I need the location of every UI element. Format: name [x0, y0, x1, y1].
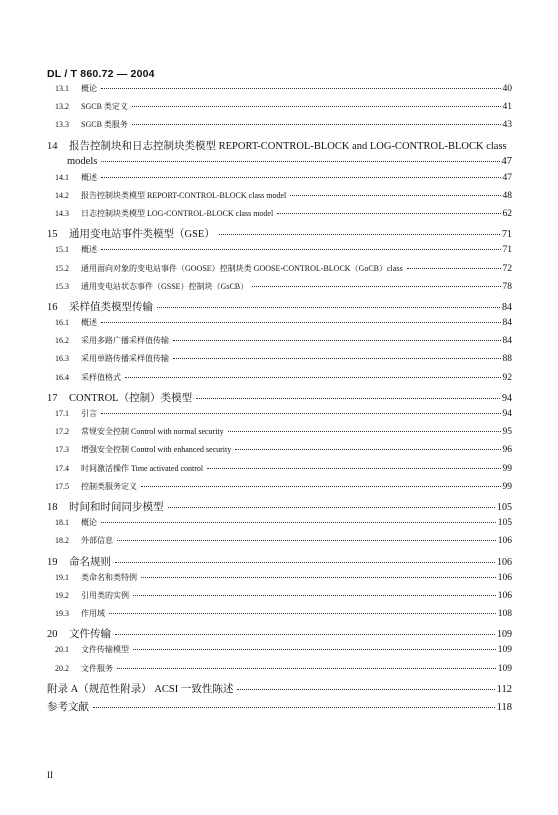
toc-entry-title: 概述 [81, 245, 97, 255]
toc-entry-number: 20.1 [55, 645, 69, 655]
toc-entry-title: 通用变电站事件类模型（GSE） [69, 229, 215, 241]
toc-entry[interactable] [47, 517, 512, 535]
toc-entry-number: 15.2 [55, 263, 69, 273]
toc-entry[interactable] [47, 681, 512, 699]
toc-entry-title: 概述 [81, 172, 97, 182]
toc-entry-title: 文件服务 [81, 663, 113, 673]
toc-entry-number: 18.1 [55, 518, 69, 528]
toc-entry[interactable] [47, 299, 512, 317]
dot-leader [207, 467, 500, 469]
toc-entry-page: 88 [502, 354, 512, 365]
toc-entry-page: 40 [502, 84, 512, 94]
toc-entry-title: 通用面向对象的变电站事件（GOOSE）控制块类 GOOSE-CONTROL-BLOCK（GoCB）class [81, 263, 403, 273]
dot-leader [117, 667, 496, 669]
toc-entry[interactable] [47, 208, 512, 226]
toc-entry-title: 外部信息 [81, 536, 113, 546]
toc-entry-number: 19.3 [55, 609, 69, 619]
toc-entry-page: 105 [497, 501, 512, 513]
toc-entry[interactable] [47, 190, 512, 208]
dot-leader [168, 506, 496, 508]
toc-entry-number: 15.1 [55, 245, 69, 255]
dot-leader [133, 648, 496, 650]
toc-entry[interactable] [47, 83, 512, 101]
toc-entry[interactable] [47, 426, 512, 444]
table-of-contents [47, 83, 512, 717]
dot-leader [132, 123, 501, 125]
toc-entry[interactable] [47, 372, 512, 390]
toc-entry-page: 99 [502, 463, 512, 474]
toc-entry[interactable] [47, 463, 512, 481]
toc-entry-number: 17.3 [55, 445, 69, 455]
toc-entry-number: 16.2 [55, 336, 69, 346]
toc-entry-title: 概述 [81, 318, 97, 328]
toc-entry-page: 95 [502, 427, 512, 438]
toc-entry-number: 18 [47, 501, 58, 513]
dot-leader [252, 285, 500, 287]
toc-entry-number: 17.2 [55, 427, 69, 437]
toc-entry-number: 17.5 [55, 481, 69, 491]
toc-entry-title: 引用类的实例 [81, 590, 129, 600]
toc-entry[interactable] [47, 535, 512, 553]
dot-leader [115, 561, 495, 563]
toc-entry-page: 105 [497, 518, 512, 529]
toc-entry[interactable] [47, 263, 512, 281]
toc-entry-number: 20.2 [55, 663, 69, 673]
dot-leader [157, 306, 500, 308]
toc-entry-number: 17.1 [55, 409, 69, 418]
toc-entry-title: 引言 [81, 409, 97, 418]
toc-entry[interactable] [47, 226, 512, 244]
toc-entry[interactable] [47, 408, 512, 426]
toc-entry[interactable] [47, 499, 512, 517]
toc-entry-title: 增强安全控制 Control with enhanced security [81, 445, 232, 455]
toc-entry-page: 84 [502, 336, 512, 347]
toc-entry-page: 78 [502, 281, 512, 292]
toc-entry-title: 参考文献 [47, 701, 89, 713]
toc-entry-page: 108 [497, 609, 512, 620]
toc-entry-page: 72 [502, 263, 512, 274]
dot-leader [93, 706, 495, 708]
toc-entry-number: 20 [47, 629, 58, 641]
toc-entry-number: 13.1 [55, 84, 69, 93]
toc-entry[interactable] [47, 390, 512, 408]
toc-entry[interactable] [47, 444, 512, 462]
toc-entry-title: 通用变电站状态事件（GSSE）控制块（GsCB） [81, 281, 249, 291]
dot-leader [115, 633, 495, 635]
toc-entry-title: 采用多路广播采样值传输 [81, 336, 169, 346]
toc-entry-page: 47 [501, 155, 512, 167]
toc-entry[interactable] [47, 101, 512, 119]
toc-entry-number: 15.3 [55, 281, 69, 291]
toc-entry-page: 99 [502, 481, 512, 492]
dot-leader [101, 176, 501, 178]
dot-leader [290, 194, 500, 196]
toc-entry-page: 41 [502, 102, 512, 113]
toc-entry-number: 18.2 [55, 536, 69, 546]
toc-entry-number: 14.3 [55, 208, 69, 218]
dot-leader [132, 105, 501, 107]
toc-entry[interactable] [47, 138, 512, 156]
dot-leader [237, 688, 494, 690]
dot-leader [173, 339, 501, 341]
toc-entry-page: 48 [502, 190, 512, 201]
toc-entry-page: 112 [496, 683, 512, 695]
toc-entry-number: 16.3 [55, 354, 69, 364]
toc-entry[interactable] [47, 663, 512, 681]
toc-entry-page: 106 [497, 590, 512, 601]
toc-entry-title: 采用单路传播采样值传输 [81, 354, 169, 364]
dot-leader [235, 448, 500, 450]
toc-entry-title: 命名规则 [69, 556, 111, 568]
toc-entry-number: 14.1 [55, 172, 69, 182]
toc-entry-title: 时间和时间同步模型 [69, 501, 164, 513]
toc-entry-page: 106 [497, 556, 512, 568]
toc-entry-number: 16.1 [55, 318, 69, 328]
toc-entry-page: 96 [502, 445, 512, 456]
toc-entry-page: 106 [497, 572, 512, 583]
toc-entry-page: 109 [497, 645, 512, 656]
dot-leader [196, 397, 500, 399]
dot-leader [101, 321, 501, 323]
page-number-footer: II [47, 770, 53, 780]
toc-entry-page: 47 [502, 172, 512, 183]
toc-entry-page: 71 [502, 245, 512, 256]
toc-entry[interactable] [47, 353, 512, 371]
dot-leader [219, 233, 500, 235]
toc-entry-title: 概论 [81, 518, 97, 528]
toc-entry-title-continued: models [67, 155, 98, 167]
toc-entry-page: 109 [497, 629, 512, 641]
toc-entry-number: 19.2 [55, 590, 69, 600]
dot-leader [133, 594, 496, 596]
toc-entry-page: 94 [502, 392, 512, 404]
toc-entry-page: 43 [502, 120, 512, 131]
toc-entry-continuation[interactable] [47, 156, 512, 172]
toc-entry[interactable] [47, 554, 512, 572]
dot-leader [109, 612, 496, 614]
toc-entry-title: 采样值格式 [81, 372, 121, 382]
toc-entry[interactable] [47, 572, 512, 590]
toc-entry-page: 106 [497, 536, 512, 547]
toc-entry-title: 概论 [81, 84, 97, 93]
toc-entry[interactable] [47, 335, 512, 353]
dot-leader [101, 160, 499, 162]
document-header: DL / T 860.72 — 2004 [47, 68, 155, 80]
toc-entry-title: 附录 A（规范性附录） ACSI 一致性陈述 [47, 683, 234, 695]
toc-entry-number: 16.4 [55, 372, 69, 382]
toc-entry-number: 17 [47, 392, 58, 404]
toc-entry-title: 控制类服务定义 [81, 481, 137, 491]
toc-entry-number: 19 [47, 556, 58, 568]
dot-leader [101, 87, 501, 89]
toc-entry-title: SGCB 类服务 [81, 120, 128, 130]
toc-entry-title: CONTROL（控制）类模型 [69, 392, 193, 404]
toc-entry-number: 15 [47, 229, 58, 241]
toc-entry-title: 类命名和类特例 [81, 572, 137, 582]
toc-entry[interactable] [47, 699, 512, 717]
toc-entry-page: 118 [496, 701, 512, 713]
toc-entry[interactable] [47, 172, 512, 190]
toc-entry-number: 14 [47, 140, 58, 152]
dot-leader [101, 248, 501, 250]
toc-entry-number: 13.2 [55, 102, 69, 112]
toc-entry[interactable] [47, 481, 512, 499]
toc-entry[interactable] [47, 244, 512, 262]
dot-leader [173, 357, 501, 359]
dot-leader [101, 521, 496, 523]
toc-entry-title: 常规安全控制 Control with normal security [81, 427, 224, 437]
dot-leader [228, 430, 501, 432]
toc-entry-page: 84 [502, 301, 512, 313]
dot-leader [125, 376, 501, 378]
toc-entry[interactable] [47, 317, 512, 335]
toc-entry-title: SGCB 类定义 [81, 102, 128, 112]
toc-entry-number: 14.2 [55, 190, 69, 200]
toc-entry-title: 作用域 [81, 609, 105, 619]
dot-leader [117, 539, 496, 541]
dot-leader [141, 576, 496, 578]
toc-entry-page: 71 [502, 229, 512, 241]
toc-entry-title: 日志控制块类模型 LOG-CONTROL-BLOCK class model [81, 208, 274, 218]
toc-entry[interactable] [47, 590, 512, 608]
toc-entry-page: 62 [502, 208, 512, 219]
toc-entry-title: 采样值类模型传输 [69, 301, 153, 313]
dot-leader [407, 267, 501, 269]
toc-entry-title: 文件传输模型 [81, 645, 129, 655]
toc-entry[interactable] [47, 119, 512, 137]
toc-entry[interactable] [47, 626, 512, 644]
toc-entry-page: 94 [502, 409, 512, 419]
toc-entry-page: 84 [502, 318, 512, 329]
toc-entry-page: 92 [502, 372, 512, 383]
toc-entry-number: 19.1 [55, 572, 69, 582]
toc-entry-number: 13.3 [55, 120, 69, 130]
toc-entry-title: 时间激活操作 Time activated control [81, 463, 204, 473]
toc-entry[interactable] [47, 281, 512, 299]
toc-entry-number: 16 [47, 301, 58, 313]
toc-entry-title: 报告控制块和日志控制块类模型 REPORT-CONTROL-BLOCK and LOG-CONTROL-BLOCK class [69, 140, 507, 152]
dot-leader [101, 412, 501, 414]
toc-entry[interactable] [47, 644, 512, 662]
dot-leader [141, 485, 501, 487]
toc-entry-page: 109 [497, 663, 512, 674]
toc-entry[interactable] [47, 608, 512, 626]
dot-leader [277, 212, 500, 214]
toc-entry-number: 17.4 [55, 463, 69, 473]
toc-entry-title: 文件传输 [69, 629, 111, 641]
toc-entry-title: 报告控制块类模型 REPORT-CONTROL-BLOCK class model [81, 190, 287, 200]
